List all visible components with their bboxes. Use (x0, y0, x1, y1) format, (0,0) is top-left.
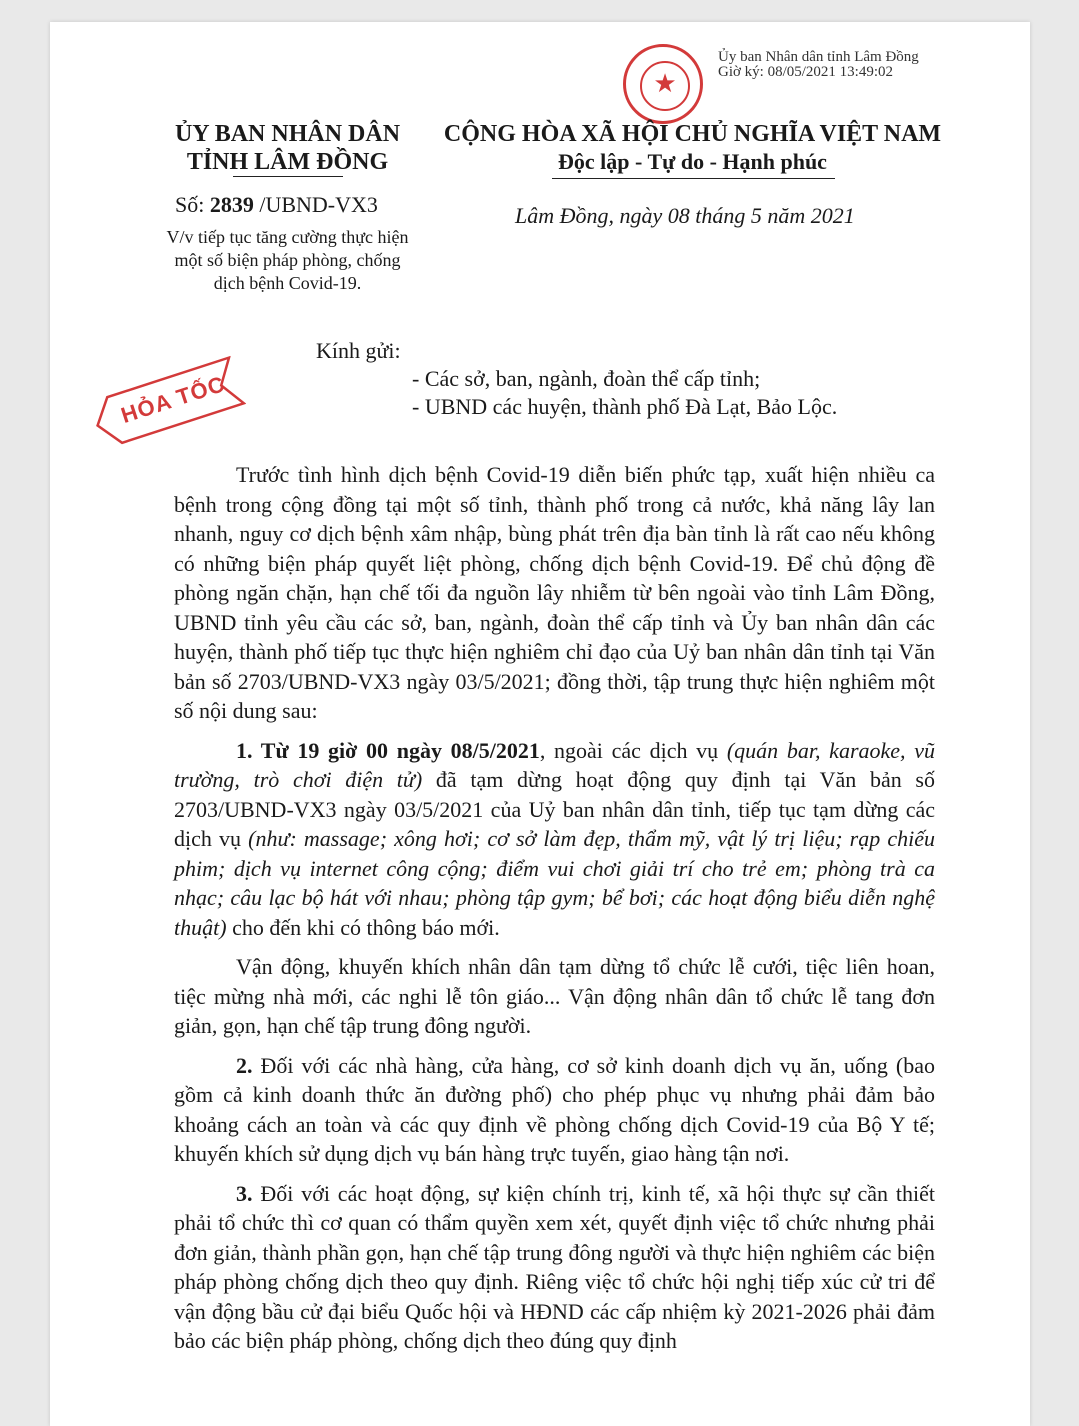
nation-line-2: Độc lập - Tự do - Hạnh phúc (558, 149, 827, 174)
digital-signature (718, 50, 919, 80)
stamp-text: HỎA TỐC (117, 370, 229, 428)
motto-underline (552, 178, 835, 179)
so-label: Số: (175, 192, 205, 217)
document-body (174, 460, 935, 1366)
document-date: Lâm Đồng, ngày 08 tháng 5 năm 2021 (515, 203, 855, 228)
national-motto (440, 120, 945, 176)
item-1-text-b: đã tạm dừng hoạt động quy định tại Văn bản số 2703/UBND-VX3 ngày 03/5/2021 của Uỷ ban nhân dân tỉnh, tiếp tục tạm dừng các dịch vụ (174, 767, 935, 851)
paragraph-item-1 (174, 736, 935, 943)
red-seal-icon (623, 44, 703, 124)
recipient-item: - Các sở, ban, ngành, đoàn thể cấp tỉnh; (412, 366, 761, 391)
paragraph-item-1b: Vận động, khuyến khích nhân dân tạm dừng tổ chức lễ cưới, tiệc liên hoan, tiệc mừng nhà mới, các nghi lễ tôn giáo... Vận động nhân dân tổ chức lễ tang đơn giản, gọn, hạn chế tập trung đông người. (174, 954, 935, 1038)
org-line-2: TỈNH LÂM ĐỒNG (186, 149, 389, 175)
paragraph-intro: Trước tình hình dịch bệnh Covid-19 diễn biến phức tạp, xuất hiện nhiều ca bệnh trong cộng đồng tại một số tỉnh, thành phố trong cả nước, khả năng lây lan nhanh, nguy cơ dịch bệnh xâm nhập, bùng phát trên địa bàn tỉnh là rất cao nếu không có những biện pháp quyết liệt phòng, chống dịch bệnh Covid-19. Để chủ động đề phòng ngăn chặn, hạn chế tối đa nguồn lây nhiễm từ bên ngoài vào tỉnh Lâm Đồng, UBND tỉnh yêu cầu các sở, ban, ngành, đoàn thể cấp tỉnh và Ủy ban nhân dân các huyện, thành phố tiếp tục thực hiện nghiêm chỉ đạo của Uỷ ban nhân dân tỉnh tại Văn bản số 2703/UBND-VX3 ngày 03/5/2021; đồng thời, tập trung thực hiện nghiêm một số nội dung sau: (174, 462, 935, 723)
item-3-heading: 3. (236, 1180, 253, 1206)
so-number: 2839 (209, 192, 254, 217)
so-suffix: /UBND-VX3 (259, 192, 378, 217)
paragraph-item-2 (174, 1051, 935, 1169)
org-underline (233, 176, 343, 177)
item-1-italic-a: (quán bar, karaoke, vũ trường, trò chơi điện tử) (174, 737, 935, 792)
star-icon: ★ (653, 69, 677, 98)
signature-line-1: Ủy ban Nhân dân tỉnh Lâm Đồng (718, 49, 919, 65)
item-1-italic-b: (như: massage; xông hơi; cơ sở làm đẹp, thẩm mỹ, vật lý trị liệu; rạp chiếu phim; dịch vụ internet công cộng; điểm vui chơi giải trí cho trẻ em; phòng trà ca nhạc; câu lạc bộ hát với nhau; phòng tập gym; bể bơi; các hoạt động biểu diễn nghệ thuật) (174, 826, 935, 940)
item-3-text: Đối với các hoạt động, sự kiện chính trị, kinh tế, xã hội thực sự cần thiết phải tổ chức thì cơ quan có thẩm quyền xem xét, quyết định việc tổ chức nhưng phải đơn giản, thành phần gọn, hạn chế tập trung đông người và thực hiện nghiêm các biện pháp phòng chống dịch theo quy định. Riêng việc tổ chức hội nghị tiếp xúc cử tri để vận động bầu cử đại biểu Quốc hội và HĐND các cấp nhiệm kỳ 2021-2026 phải đảm bảo các biện pháp phòng, chống dịch theo đúng quy định (174, 1180, 935, 1353)
org-line-1: ỦY BAN NHÂN DÂN (174, 121, 401, 147)
signature-line-2: Giờ ký: 08/05/2021 13:49:02 (718, 64, 894, 80)
item-1-text-c: cho đến khi có thông báo mới. (226, 914, 500, 940)
item-1-text-a: , ngoài các dịch vụ (539, 737, 727, 763)
seal-inner-ring (640, 61, 690, 111)
document-number (175, 192, 378, 218)
issuing-organization (160, 120, 415, 176)
document-subject: V/v tiếp tục tăng cường thực hiện một số biện pháp phòng, chống dịch bệnh Covid-19. (166, 227, 409, 293)
item-1-heading: 1. Từ 19 giờ 00 ngày 08/5/2021 (236, 737, 540, 763)
paragraph-item-3 (174, 1179, 935, 1356)
item-2-text: Đối với các nhà hàng, cửa hàng, cơ sở kinh doanh dịch vụ ăn, uống (bao gồm cả kinh doanh thức ăn đường phố) cho phép phục vụ nhưng phải đảm bảo khoảng cách an toàn và các quy định về phòng chống dịch Covid-19 của Bộ Y tế; khuyến khích sử dụng dịch vụ bán hàng trực tuyến, giao hàng tận nơi. (174, 1052, 935, 1166)
nation-line-1: CỘNG HÒA XÃ HỘI CHỦ NGHĨA VIỆT NAM (443, 121, 942, 147)
recipients-label: Kính gửi: (316, 338, 401, 363)
recipient-item: - UBND các huyện, thành phố Đà Lạt, Bảo Lộc. (412, 394, 838, 419)
item-2-heading: 2. (236, 1052, 253, 1078)
